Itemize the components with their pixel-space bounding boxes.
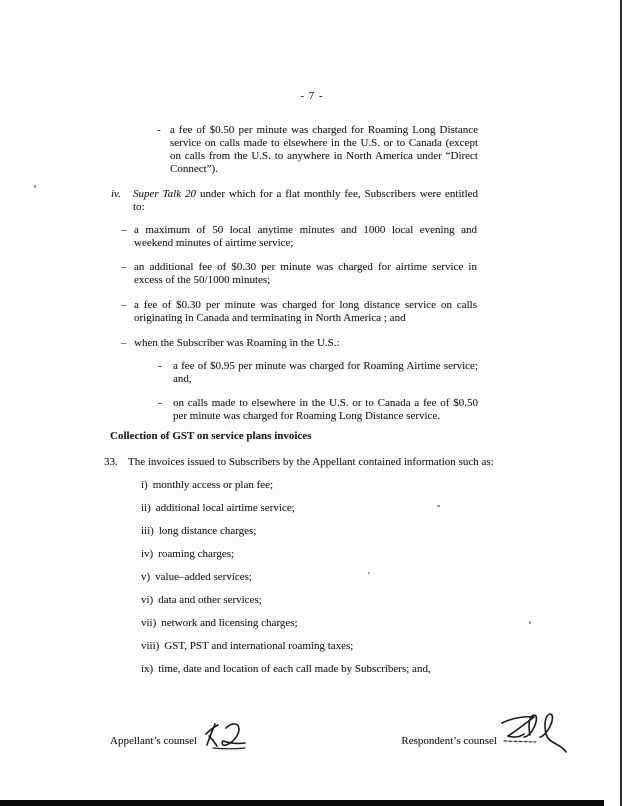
scan-edge-line [620, 0, 622, 806]
bullet-marker: - [158, 360, 162, 372]
invoice-item-v [141, 571, 624, 584]
bullet-roaming-long-distance [157, 124, 478, 176]
bullet-marker: – [121, 261, 127, 273]
bullet-text: a maximum of 50 local anytime minutes and 1000 local evening and weekend minutes of airtime service; [134, 224, 477, 249]
invoice-item-vii [141, 617, 624, 630]
bullet-max-minutes [121, 224, 477, 250]
bullet-text: a fee of $0.95 per minute was charged for Roaming Airtime service; and, [173, 360, 478, 385]
bullet-text: an additional fee of $0.30 per minute was charged for airtime service in excess of the 50/1000 minutes; [134, 261, 477, 286]
appellant-signature-handwriting [199, 715, 257, 759]
plan-name-super-talk-20: Super Talk 20 [133, 188, 197, 200]
invoice-item-iii [141, 525, 624, 538]
sub-bullet-roaming-ld-fee [158, 397, 478, 423]
item-text: time, date and location of each call made by Subscribers; and, [158, 663, 431, 675]
invoice-item-ii [141, 502, 624, 515]
bullet-text: a fee of $0.50 per minute was charged for Roaming Long Distance service on calls made to elsewhere in the U.S. or to Canada (except on calls from the U.S. to anywhere in North America under “Direct Connect”). [170, 124, 478, 175]
item-numeral: v) [141, 571, 151, 583]
bullet-text: when the Subscriber was Roaming in the U.S.: [134, 337, 340, 349]
section-heading-gst-collection: Collection of GST on service plans invoices [110, 430, 312, 442]
invoice-item-ix [141, 663, 624, 676]
item-iv-text [133, 188, 478, 214]
invoice-information-list [141, 479, 624, 676]
item-numeral: ix) [141, 663, 154, 675]
item-text: roaming charges; [158, 548, 235, 560]
bullet-roaming-us [121, 337, 477, 350]
page-number: - 7 - [300, 90, 324, 102]
scan-speck [368, 572, 370, 574]
sub-bullet-roaming-airtime [158, 360, 478, 386]
bullet-marker: – [121, 337, 127, 349]
item-numeral: iii) [141, 525, 154, 537]
bullet-marker: - [158, 397, 162, 409]
item-text: monthly access or plan fee; [152, 479, 274, 491]
item-iv-text-after: under which for a flat monthly fee, Subscribers were entitled to: [133, 188, 479, 213]
item-text: data and other services; [158, 594, 262, 606]
item-numeral: iv) [141, 548, 154, 560]
bullet-marker: – [121, 299, 127, 311]
respondent-counsel-label: Respondent’s counsel [401, 735, 497, 747]
appellant-counsel-signature-block [110, 698, 257, 750]
item-text: network and licensing charges; [161, 617, 298, 629]
bullet-long-distance-fee [121, 299, 477, 325]
respondent-counsel-signature-block [401, 698, 574, 750]
bullet-marker: – [121, 224, 127, 236]
item-text: GST, PST and international roaming taxes; [164, 640, 354, 652]
item-numeral: vi) [141, 594, 154, 606]
respondent-signature-handwriting [498, 709, 574, 761]
item-numeral: viii) [141, 640, 160, 652]
item-text: value–added services; [155, 571, 252, 583]
item-numeral: ii) [141, 502, 151, 514]
appellant-counsel-label: Appellant’s counsel [110, 735, 198, 747]
scan-speck [437, 505, 440, 507]
signature-row [0, 698, 624, 750]
item-iv-label: iv. [111, 188, 121, 200]
invoice-item-i [141, 479, 624, 492]
item-text: long distance charges; [158, 525, 257, 537]
invoice-item-iv [141, 548, 624, 561]
scan-speck [529, 621, 531, 624]
bullet-additional-fee [121, 261, 477, 287]
invoice-item-viii [141, 640, 624, 653]
bullet-text: a fee of $0.30 per minute was charged for long distance service on calls originating in Canada and terminating in North America ; and [134, 299, 477, 324]
bullet-text: on calls made to elsewhere in the U.S. or to Canada a fee of $0.50 per minute was charged for Roaming Long Distance service. [173, 397, 478, 422]
invoice-item-vi [141, 594, 624, 607]
item-numeral: i) [141, 479, 148, 491]
item-text: additional local airtime service; [155, 502, 295, 514]
list-item-iv-super-talk-20 [111, 188, 478, 214]
paragraph-33 [104, 456, 584, 469]
paragraph-text: The invoices issued to Subscribers by the Appellant contained information such as: [128, 456, 494, 468]
bullet-marker: - [157, 124, 161, 136]
scan-speck [34, 185, 36, 188]
item-numeral: vii) [141, 617, 157, 629]
scan-artifact-bar [0, 800, 604, 806]
paragraph-number: 33. [104, 456, 118, 468]
